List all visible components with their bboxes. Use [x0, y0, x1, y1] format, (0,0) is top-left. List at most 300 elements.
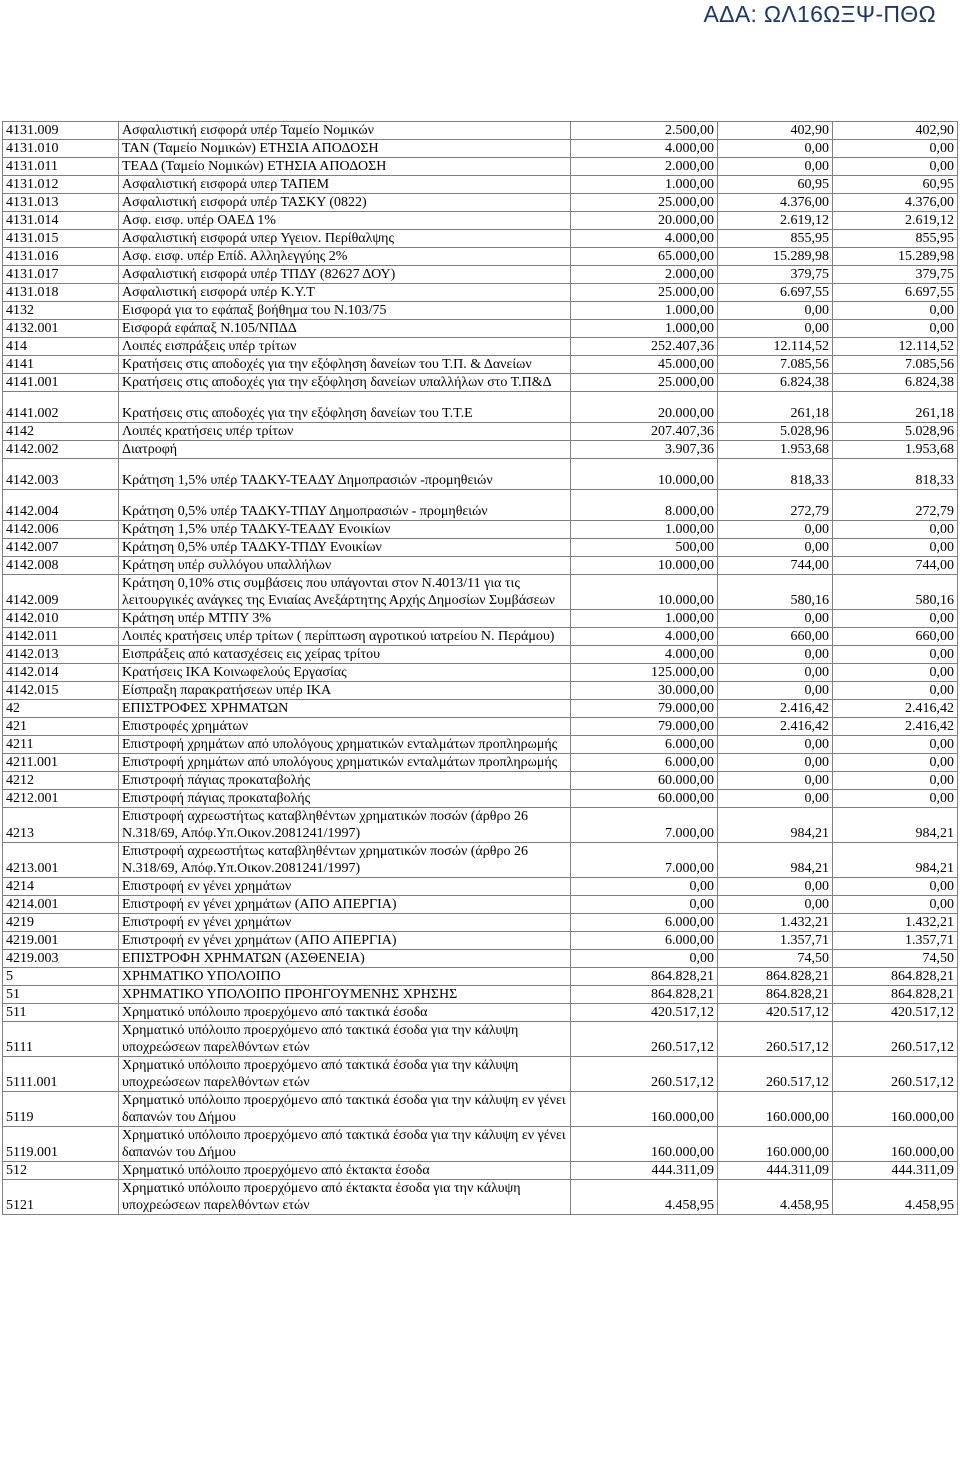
row-certified: 984,21 [718, 808, 833, 843]
row-code: 4212 [3, 772, 119, 790]
row-code: 512 [3, 1162, 119, 1180]
table-row [3, 459, 958, 490]
table-row [3, 610, 958, 628]
row-code: 4142.006 [3, 521, 119, 539]
row-budget: 65.000,00 [571, 248, 718, 266]
row-code: 4142.015 [3, 682, 119, 700]
row-budget: 2.500,00 [571, 122, 718, 140]
row-budget: 252.407,36 [571, 338, 718, 356]
row-code: 5121 [3, 1180, 119, 1215]
table-row [3, 539, 958, 557]
row-collected: 260.517,12 [833, 1022, 958, 1057]
row-budget: 8.000,00 [571, 490, 718, 521]
row-code: 4131.011 [3, 158, 119, 176]
row-budget: 60.000,00 [571, 772, 718, 790]
row-budget: 2.000,00 [571, 158, 718, 176]
row-code: 4142.002 [3, 441, 119, 459]
row-budget: 1.000,00 [571, 176, 718, 194]
row-certified: 580,16 [718, 575, 833, 610]
row-description: Επιστροφή εν γένει χρημάτων (ΑΠΟ ΑΠΕΡΓΙΑ) [119, 896, 571, 914]
row-code: 4131.014 [3, 212, 119, 230]
row-description: Επιστροφή πάγιας προκαταβολής [119, 790, 571, 808]
row-code: 4212.001 [3, 790, 119, 808]
row-certified: 0,00 [718, 682, 833, 700]
row-code: 4142.007 [3, 539, 119, 557]
row-certified: 6.697,55 [718, 284, 833, 302]
table-row [3, 302, 958, 320]
row-code: 4142.014 [3, 664, 119, 682]
row-collected: 0,00 [833, 772, 958, 790]
row-budget: 125.000,00 [571, 664, 718, 682]
table-row [3, 140, 958, 158]
row-collected: 379,75 [833, 266, 958, 284]
table-row [3, 284, 958, 302]
row-collected: 984,21 [833, 808, 958, 843]
row-description: Λοιπές εισπράξεις υπέρ τρίτων [119, 338, 571, 356]
row-collected: 7.085,56 [833, 356, 958, 374]
table-row [3, 808, 958, 843]
row-code: 4131.009 [3, 122, 119, 140]
row-collected: 0,00 [833, 682, 958, 700]
table-row [3, 1092, 958, 1127]
row-collected: 864.828,21 [833, 986, 958, 1004]
table-row [3, 212, 958, 230]
row-certified: 12.114,52 [718, 338, 833, 356]
row-certified: 984,21 [718, 843, 833, 878]
table-row [3, 1057, 958, 1092]
row-description: Κράτηση υπέρ ΜΤΠΥ 3% [119, 610, 571, 628]
row-code: 4219.001 [3, 932, 119, 950]
row-certified: 1.357,71 [718, 932, 833, 950]
row-description: Χρηματικό υπόλοιπο προερχόμενο από έκτακτα έσοδα [119, 1162, 571, 1180]
table-row [3, 718, 958, 736]
row-certified: 818,33 [718, 459, 833, 490]
row-description: Εισφορά εφάπαξ Ν.105/ΝΠΔΔ [119, 320, 571, 338]
row-collected: 0,00 [833, 646, 958, 664]
row-certified: 0,00 [718, 896, 833, 914]
row-description: Επιστροφές χρημάτων [119, 718, 571, 736]
row-code: 4142.009 [3, 575, 119, 610]
table-row [3, 338, 958, 356]
row-code: 4142.004 [3, 490, 119, 521]
row-code: 4214.001 [3, 896, 119, 914]
row-collected: 0,00 [833, 878, 958, 896]
row-budget: 25.000,00 [571, 194, 718, 212]
row-description: Επιστροφή εν γένει χρημάτων [119, 878, 571, 896]
table-row [3, 1022, 958, 1057]
row-collected: 6.824,38 [833, 374, 958, 392]
row-certified: 0,00 [718, 646, 833, 664]
row-description: ΧΡΗΜΑΤΙΚΟ ΥΠΟΛΟΙΠΟ [119, 968, 571, 986]
table-row [3, 557, 958, 575]
row-description: Κράτηση 0,5% υπέρ ΤΑΔΚΥ-ΤΠΔΥ Ενοικίων [119, 539, 571, 557]
row-budget: 45.000,00 [571, 356, 718, 374]
row-collected: 0,00 [833, 896, 958, 914]
row-budget: 500,00 [571, 539, 718, 557]
table-row [3, 896, 958, 914]
row-certified: 160.000,00 [718, 1092, 833, 1127]
row-code: 4141.001 [3, 374, 119, 392]
row-budget: 4.000,00 [571, 646, 718, 664]
row-certified: 260.517,12 [718, 1022, 833, 1057]
row-collected: 15.289,98 [833, 248, 958, 266]
table-row [3, 423, 958, 441]
row-collected: 0,00 [833, 539, 958, 557]
row-certified: 5.028,96 [718, 423, 833, 441]
row-code: 414 [3, 338, 119, 356]
row-code: 4142 [3, 423, 119, 441]
row-budget: 6.000,00 [571, 736, 718, 754]
table-row [3, 320, 958, 338]
row-certified: 444.311,09 [718, 1162, 833, 1180]
row-budget: 4.000,00 [571, 628, 718, 646]
row-collected: 6.697,55 [833, 284, 958, 302]
table-body [3, 122, 958, 1215]
row-description: Χρηματικό υπόλοιπο προερχόμενο από τακτικά έσοδα για την κάλυψη υποχρεώσεων παρελθόντων ετών [119, 1057, 571, 1092]
row-code: 4132.001 [3, 320, 119, 338]
row-description: Ασφαλιστική εισφορά υπέρ ΤΠΔΥ (82627 ΔΟΥ) [119, 266, 571, 284]
row-certified: 420.517,12 [718, 1004, 833, 1022]
row-certified: 0,00 [718, 790, 833, 808]
row-description: Χρηματικό υπόλοιπο προερχόμενο από τακτικά έσοδα για την κάλυψη υποχρεώσεων παρελθόντων ετών [119, 1022, 571, 1057]
row-certified: 160.000,00 [718, 1127, 833, 1162]
row-collected: 0,00 [833, 610, 958, 628]
row-collected: 0,00 [833, 664, 958, 682]
row-description: Κράτηση 0,10% στις συμβάσεις που υπάγονται στον Ν.4013/11 για τις λειτουργικές ανάγκες της Ενιαίας Ανεξάρτητης Αρχής Δημοσίων Συμβάσεων [119, 575, 571, 610]
row-code: 4211 [3, 736, 119, 754]
row-certified: 74,50 [718, 950, 833, 968]
row-certified: 0,00 [718, 539, 833, 557]
row-certified: 744,00 [718, 557, 833, 575]
row-budget: 3.907,36 [571, 441, 718, 459]
row-certified: 0,00 [718, 878, 833, 896]
row-code: 4131.017 [3, 266, 119, 284]
row-code: 4131.010 [3, 140, 119, 158]
row-collected: 420.517,12 [833, 1004, 958, 1022]
row-description: Επιστροφή πάγιας προκαταβολής [119, 772, 571, 790]
row-budget: 7.000,00 [571, 808, 718, 843]
table-row [3, 950, 958, 968]
row-code: 5119 [3, 1092, 119, 1127]
row-collected: 160.000,00 [833, 1127, 958, 1162]
row-budget: 79.000,00 [571, 700, 718, 718]
row-budget: 4.458,95 [571, 1180, 718, 1215]
row-description: Ασφ. εισφ. υπέρ Επίδ. Αλληλεγγύης 2% [119, 248, 571, 266]
row-description: Κρατήσεις στις αποδοχές για την εξόφληση δανείων του Τ.Τ.Ε [119, 392, 571, 423]
row-certified: 4.376,00 [718, 194, 833, 212]
row-budget: 7.000,00 [571, 843, 718, 878]
table-row [3, 664, 958, 682]
row-description: Κράτηση 1,5% υπέρ ΤΑΔΚΥ-ΤΕΑΔΥ Δημοπρασιών -προμηθειών [119, 459, 571, 490]
row-collected: 4.458,95 [833, 1180, 958, 1215]
row-certified: 6.824,38 [718, 374, 833, 392]
row-code: 4213.001 [3, 843, 119, 878]
row-budget: 25.000,00 [571, 374, 718, 392]
row-code: 4211.001 [3, 754, 119, 772]
row-description: Εισφορά για το εφάπαξ βοήθημα του Ν.103/75 [119, 302, 571, 320]
row-budget: 864.828,21 [571, 968, 718, 986]
row-budget: 1.000,00 [571, 302, 718, 320]
row-budget: 6.000,00 [571, 754, 718, 772]
row-budget: 10.000,00 [571, 459, 718, 490]
row-budget: 1.000,00 [571, 320, 718, 338]
row-description: Είσπραξη παρακρατήσεων υπέρ ΙΚΑ [119, 682, 571, 700]
row-code: 5119.001 [3, 1127, 119, 1162]
row-certified: 1.432,21 [718, 914, 833, 932]
row-description: Επιστροφή αχρεωστήτως καταβληθέντων χρηματικών ποσών (άρθρο 26 Ν.318/69, Απόφ.Υπ.Οικον.2081241/1997) [119, 843, 571, 878]
row-budget: 4.000,00 [571, 140, 718, 158]
row-certified: 855,95 [718, 230, 833, 248]
row-certified: 1.953,68 [718, 441, 833, 459]
row-code: 4131.015 [3, 230, 119, 248]
row-description: Ασφαλιστική εισφορά υπέρ Κ.Υ.Τ [119, 284, 571, 302]
row-budget: 25.000,00 [571, 284, 718, 302]
row-code: 4214 [3, 878, 119, 896]
table-row [3, 986, 958, 1004]
row-collected: 0,00 [833, 158, 958, 176]
row-collected: 60,95 [833, 176, 958, 194]
row-description: ΧΡΗΜΑΤΙΚΟ ΥΠΟΛΟΙΠΟ ΠΡΟΗΓΟΥΜΕΝΗΣ ΧΡΗΣΗΣ [119, 986, 571, 1004]
row-certified: 2.619,12 [718, 212, 833, 230]
row-description: Επιστροφή αχρεωστήτως καταβληθέντων χρηματικών ποσών (άρθρο 26 Ν.318/69, Απόφ.Υπ.Οικον.2081241/1997) [119, 808, 571, 843]
row-budget: 6.000,00 [571, 914, 718, 932]
table-row [3, 932, 958, 950]
row-description: ΕΠΙΣΤΡΟΦΕΣ ΧΡΗΜΑΤΩΝ [119, 700, 571, 718]
row-collected: 272,79 [833, 490, 958, 521]
row-collected: 580,16 [833, 575, 958, 610]
table-row [3, 878, 958, 896]
row-budget: 864.828,21 [571, 986, 718, 1004]
table-row [3, 122, 958, 140]
row-certified: 0,00 [718, 140, 833, 158]
table-row [3, 356, 958, 374]
row-certified: 864.828,21 [718, 986, 833, 1004]
row-budget: 30.000,00 [571, 682, 718, 700]
table-row [3, 1127, 958, 1162]
row-code: 4132 [3, 302, 119, 320]
row-description: Λοιπές κρατήσεις υπέρ τρίτων ( περίπτωση αγροτικού ιατρείου Ν. Περάμου) [119, 628, 571, 646]
row-description: ΤΑΝ (Ταμείο Νομικών) ΕΤΗΣΙΑ ΑΠΟΔΟΣΗ [119, 140, 571, 158]
table-row [3, 490, 958, 521]
row-certified: 402,90 [718, 122, 833, 140]
row-budget: 1.000,00 [571, 521, 718, 539]
row-code: 5 [3, 968, 119, 986]
row-budget: 10.000,00 [571, 575, 718, 610]
row-certified: 0,00 [718, 754, 833, 772]
row-code: 4131.016 [3, 248, 119, 266]
row-description: Επιστροφή χρημάτων από υπολόγους χρηματικών ενταλμάτων προπληρωμής [119, 754, 571, 772]
row-code: 5111.001 [3, 1057, 119, 1092]
table-row [3, 266, 958, 284]
row-collected: 744,00 [833, 557, 958, 575]
row-budget: 260.517,12 [571, 1057, 718, 1092]
table-row [3, 682, 958, 700]
table-row [3, 914, 958, 932]
row-description: ΤΕΑΔ (Ταμείο Νομικών) ΕΤΗΣΙΑ ΑΠΟΔΟΣΗ [119, 158, 571, 176]
ada-code: ΑΔΑ: ΩΛ16ΩΞΨ-ΠΘΩ [703, 1, 936, 27]
table-row [3, 1180, 958, 1215]
row-code: 4142.010 [3, 610, 119, 628]
row-collected: 2.416,42 [833, 718, 958, 736]
row-collected: 260.517,12 [833, 1057, 958, 1092]
row-budget: 4.000,00 [571, 230, 718, 248]
table-row [3, 392, 958, 423]
row-description: Κρατήσεις στις αποδοχές για την εξόφληση δανείων του Τ.Π. & Δανείων [119, 356, 571, 374]
row-certified: 4.458,95 [718, 1180, 833, 1215]
row-budget: 20.000,00 [571, 212, 718, 230]
row-collected: 0,00 [833, 140, 958, 158]
table-row [3, 968, 958, 986]
row-budget: 2.000,00 [571, 266, 718, 284]
table-row [3, 1162, 958, 1180]
row-collected: 0,00 [833, 736, 958, 754]
row-budget: 260.517,12 [571, 1022, 718, 1057]
table-row [3, 790, 958, 808]
row-collected: 261,18 [833, 392, 958, 423]
row-code: 4142.011 [3, 628, 119, 646]
row-code: 4131.012 [3, 176, 119, 194]
row-collected: 5.028,96 [833, 423, 958, 441]
row-description: Χρηματικό υπόλοιπο προερχόμενο από έκτακτα έσοδα για την κάλυψη υποχρεώσεων παρελθόντων ετών [119, 1180, 571, 1215]
table-row [3, 248, 958, 266]
row-collected: 0,00 [833, 302, 958, 320]
row-code: 4141 [3, 356, 119, 374]
row-collected: 1.357,71 [833, 932, 958, 950]
row-code: 4131.013 [3, 194, 119, 212]
row-description: Κρατήσεις ΙΚΑ Κοινωφελούς Εργασίας [119, 664, 571, 682]
row-description: Χρηματικό υπόλοιπο προερχόμενο από τακτικά έσοδα για την κάλυψη εν γένει δαπανών του Δήμου [119, 1092, 571, 1127]
row-description: Επιστροφή χρημάτων από υπολόγους χρηματικών ενταλμάτων προπληρωμής [119, 736, 571, 754]
row-budget: 0,00 [571, 950, 718, 968]
row-collected: 0,00 [833, 320, 958, 338]
row-certified: 864.828,21 [718, 968, 833, 986]
row-collected: 0,00 [833, 521, 958, 539]
row-collected: 12.114,52 [833, 338, 958, 356]
row-description: Εισπράξεις από κατασχέσεις εις χείρας τρίτου [119, 646, 571, 664]
row-collected: 1.953,68 [833, 441, 958, 459]
row-certified: 0,00 [718, 320, 833, 338]
row-collected: 402,90 [833, 122, 958, 140]
row-collected: 4.376,00 [833, 194, 958, 212]
table-row [3, 772, 958, 790]
row-certified: 60,95 [718, 176, 833, 194]
row-code: 51 [3, 986, 119, 1004]
table-row [3, 158, 958, 176]
row-code: 5111 [3, 1022, 119, 1057]
row-description: Κράτηση υπέρ συλλόγου υπαλλήλων [119, 557, 571, 575]
table-row [3, 575, 958, 610]
row-collected: 74,50 [833, 950, 958, 968]
row-budget: 444.311,09 [571, 1162, 718, 1180]
table-row [3, 646, 958, 664]
row-description: Ασφαλιστική εισφορά υπερ ΤΑΠΕΜ [119, 176, 571, 194]
row-certified: 660,00 [718, 628, 833, 646]
row-collected: 818,33 [833, 459, 958, 490]
row-description: Κράτηση 0,5% υπέρ ΤΑΔΚΥ-ΤΠΔΥ Δημοπρασιών - προμηθειών [119, 490, 571, 521]
row-certified: 7.085,56 [718, 356, 833, 374]
row-budget: 160.000,00 [571, 1127, 718, 1162]
row-collected: 0,00 [833, 754, 958, 772]
row-code: 421 [3, 718, 119, 736]
row-description: Ασφαλιστική εισφορά υπέρ ΤΑΣΚΥ (0822) [119, 194, 571, 212]
row-description: Ασφ. εισφ. υπέρ ΟΑΕΔ 1% [119, 212, 571, 230]
row-code: 4219.003 [3, 950, 119, 968]
row-certified: 0,00 [718, 158, 833, 176]
row-collected: 984,21 [833, 843, 958, 878]
row-budget: 1.000,00 [571, 610, 718, 628]
table-row [3, 754, 958, 772]
row-code: 511 [3, 1004, 119, 1022]
row-certified: 2.416,42 [718, 718, 833, 736]
row-code: 4213 [3, 808, 119, 843]
row-certified: 261,18 [718, 392, 833, 423]
row-certified: 0,00 [718, 302, 833, 320]
row-budget: 0,00 [571, 878, 718, 896]
row-collected: 855,95 [833, 230, 958, 248]
row-certified: 260.517,12 [718, 1057, 833, 1092]
row-certified: 0,00 [718, 664, 833, 682]
row-certified: 0,00 [718, 736, 833, 754]
table-row [3, 1004, 958, 1022]
table-row [3, 521, 958, 539]
row-description: Χρηματικό υπόλοιπο προερχόμενο από τακτικά έσοδα [119, 1004, 571, 1022]
row-certified: 2.416,42 [718, 700, 833, 718]
row-code: 4142.003 [3, 459, 119, 490]
row-description: Χρηματικό υπόλοιπο προερχόμενο από τακτικά έσοδα για την κάλυψη εν γένει δαπανών του Δήμου [119, 1127, 571, 1162]
row-description: Κράτηση 1,5% υπέρ ΤΑΔΚΥ-ΤΕΑΔΥ Ενοικίων [119, 521, 571, 539]
table-row [3, 194, 958, 212]
row-code: 4141.002 [3, 392, 119, 423]
row-certified: 379,75 [718, 266, 833, 284]
row-code: 4142.013 [3, 646, 119, 664]
row-budget: 6.000,00 [571, 932, 718, 950]
row-collected: 2.416,42 [833, 700, 958, 718]
row-collected: 660,00 [833, 628, 958, 646]
row-certified: 272,79 [718, 490, 833, 521]
row-code: 4219 [3, 914, 119, 932]
row-code: 4142.008 [3, 557, 119, 575]
row-budget: 79.000,00 [571, 718, 718, 736]
row-budget: 20.000,00 [571, 392, 718, 423]
row-description: ΕΠΙΣΤΡΟΦΗ ΧΡΗΜΑΤΩΝ (ΑΣΘΕΝΕΙΑ) [119, 950, 571, 968]
row-collected: 160.000,00 [833, 1092, 958, 1127]
row-certified: 0,00 [718, 610, 833, 628]
table-row [3, 176, 958, 194]
row-budget: 420.517,12 [571, 1004, 718, 1022]
row-budget: 10.000,00 [571, 557, 718, 575]
row-description: Κρατήσεις στις αποδοχές για την εξόφληση δανείων υπαλλήλων στο Τ.Π&Δ [119, 374, 571, 392]
row-certified: 0,00 [718, 521, 833, 539]
row-description: Επιστροφή εν γένει χρημάτων [119, 914, 571, 932]
row-certified: 15.289,98 [718, 248, 833, 266]
budget-table [2, 121, 958, 1215]
table-row [3, 700, 958, 718]
row-budget: 60.000,00 [571, 790, 718, 808]
row-budget: 160.000,00 [571, 1092, 718, 1127]
row-certified: 0,00 [718, 772, 833, 790]
row-collected: 864.828,21 [833, 968, 958, 986]
row-collected: 2.619,12 [833, 212, 958, 230]
row-description: Λοιπές κρατήσεις υπέρ τρίτων [119, 423, 571, 441]
row-description: Ασφαλιστική εισφορά υπερ Υγειον. Περίθαλψης [119, 230, 571, 248]
row-collected: 0,00 [833, 790, 958, 808]
row-collected: 1.432,21 [833, 914, 958, 932]
table-row [3, 230, 958, 248]
row-code: 42 [3, 700, 119, 718]
table-row [3, 628, 958, 646]
table-row [3, 843, 958, 878]
row-collected: 444.311,09 [833, 1162, 958, 1180]
